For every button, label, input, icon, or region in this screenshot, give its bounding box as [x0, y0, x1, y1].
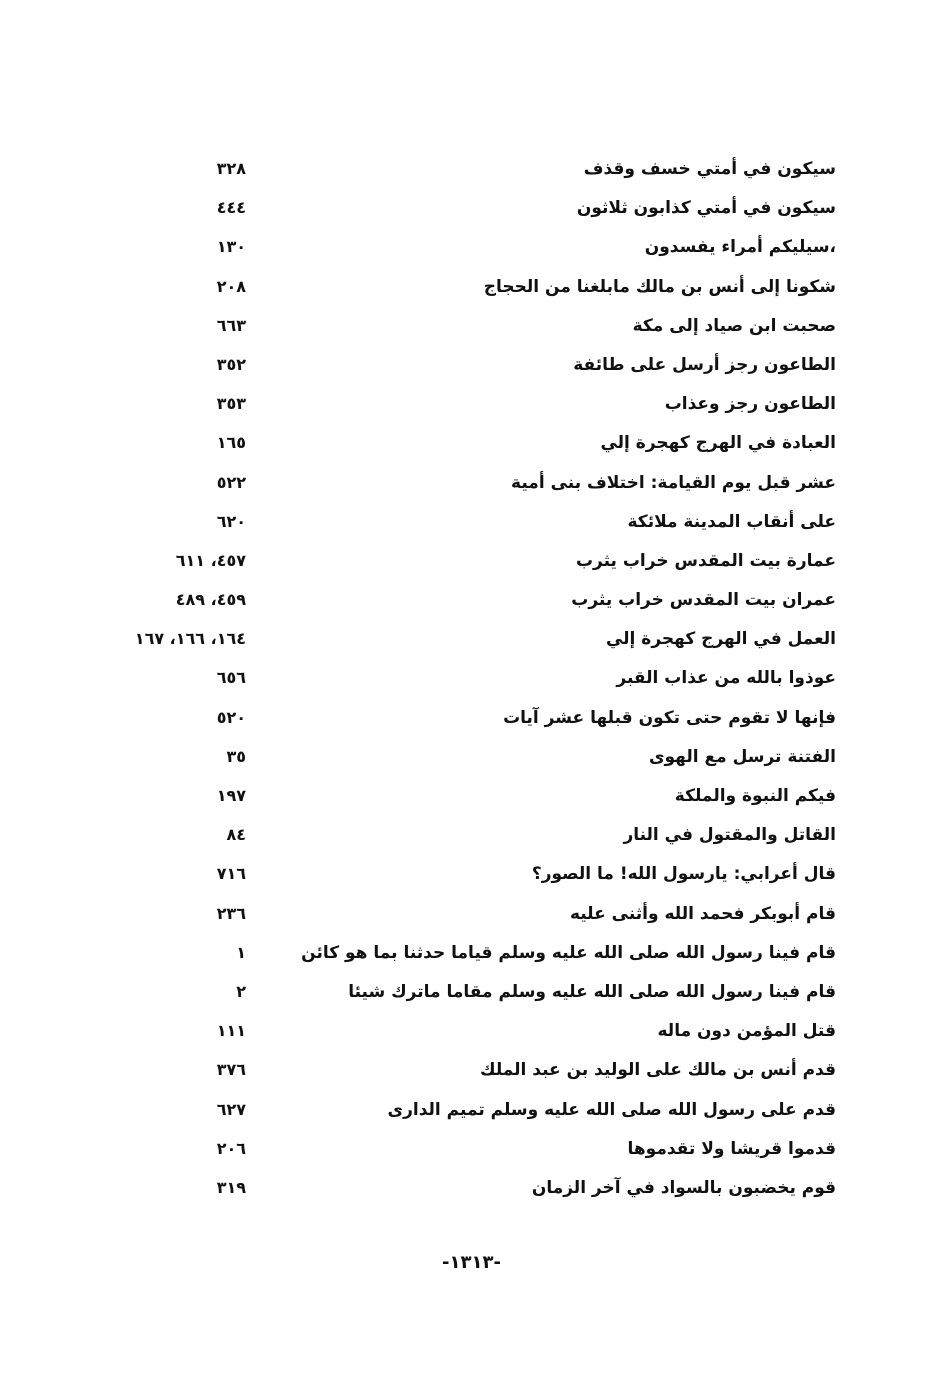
entry-text: قدم أنس بن مالك على الوليد بن عبد الملك [480, 1060, 836, 1081]
index-entry [0, 465, 943, 504]
index-entry [0, 1052, 943, 1091]
entry-text: سيكون في أمتي خسف وقذف [583, 159, 836, 179]
entry-text: قام أبوبكر فحمد الله وأثنى عليه [569, 903, 836, 924]
index-entry [0, 739, 943, 778]
entry-text: فإنها لا تقوم حتى تكون قبلها عشر آيات [503, 707, 836, 728]
entry-pages: ٥٢٠ [216, 707, 246, 727]
entry-text: عوذوا بالله من عذاب القبر [616, 668, 836, 689]
entry-pages: ١٣٠ [216, 237, 246, 257]
index-entry [0, 1170, 943, 1209]
index-entry [0, 190, 943, 229]
entry-pages: ٤٤٤ [216, 198, 246, 218]
entry-pages: ٢ [236, 981, 246, 1001]
entry-text: قام فينا رسول الله صلى الله عليه وسلم قياما حدثنا بما هو كائن [301, 942, 836, 963]
index-entry [0, 935, 943, 974]
entry-pages: ٣١٩ [216, 1177, 246, 1197]
index-entry [0, 1092, 943, 1131]
index-entry [0, 778, 943, 817]
entry-pages: ١٦٤، ١٦٦، ١٦٧ [134, 629, 246, 649]
entry-pages: ٢٠٦ [216, 1138, 246, 1158]
entry-pages: ٢٣٦ [216, 903, 246, 923]
index-entry [0, 386, 943, 425]
entry-pages: ٦٢٧ [216, 1099, 246, 1119]
entry-text: قتل المؤمن دون ماله [657, 1021, 836, 1042]
index-entry [0, 308, 943, 347]
entry-text: القاتل والمقتول في النار [623, 825, 836, 846]
entry-pages: ٣٢٨ [216, 159, 246, 178]
entry-pages: ٤٥٧، ٦١١ [175, 550, 246, 570]
entry-pages: ٤٥٩، ٤٨٩ [175, 590, 246, 610]
entry-pages: ٦٢٠ [216, 511, 246, 531]
entry-text: شكونا إلى أنس بن مالك مابلغنا من الحجاج [483, 276, 836, 297]
index-entry [0, 817, 943, 856]
entry-pages: ١ [236, 942, 246, 962]
entry-pages: ٦٥٦ [216, 668, 246, 688]
entry-pages: ٣٥٢ [216, 354, 246, 374]
index-entry [0, 896, 943, 935]
index-entry [0, 229, 943, 268]
entry-text: الطاعون رجز أرسل على طائفة [573, 354, 836, 375]
entry-pages: ٧١٦ [216, 864, 246, 884]
entry-pages: ٨٤ [226, 825, 246, 845]
index-entry [0, 1013, 943, 1052]
index-entry [0, 347, 943, 386]
index-entry [0, 974, 943, 1013]
entry-text: قدم على رسول الله صلى الله عليه وسلم تميم الدارى [387, 1099, 836, 1120]
entry-text: قدموا قريشا ولا تقدموها [627, 1138, 836, 1159]
entry-text: ،سيليكم أمراء يفسدون [644, 237, 836, 258]
entry-pages: ٦٦٣ [216, 315, 246, 335]
index-entry [0, 543, 943, 582]
entry-text: العمل في الهرج كهجرة إلي [605, 629, 836, 650]
entry-pages: ٣٧٦ [216, 1060, 246, 1080]
entry-pages: ٥٢٢ [216, 472, 246, 492]
entry-text: قال أعرابي: يارسول الله! ما الصور؟ [531, 864, 836, 885]
index-entry [0, 425, 943, 464]
entry-pages: ٢٠٨ [216, 276, 246, 296]
index-entry [0, 660, 943, 699]
entry-text: الفتنة ترسل مع الهوى [648, 746, 836, 767]
index-entry [0, 151, 943, 190]
index-entry [0, 269, 943, 308]
entry-text: على أنقاب المدينة ملائكة [627, 511, 836, 532]
index-entry [0, 856, 943, 895]
entry-text: عمران بيت المقدس خراب يثرب [571, 590, 836, 611]
entry-text: عشر قبل يوم القيامة: اختلاف بنى أمية [511, 472, 836, 493]
index-entry [0, 582, 943, 621]
entry-text: قام فينا رسول الله صلى الله عليه وسلم مقاما ماترك شيئا [348, 981, 836, 1002]
index-entry [0, 621, 943, 660]
entry-text: قوم يخضبون بالسواد في آخر الزمان [531, 1177, 836, 1198]
entry-text: صحبت ابن صياد إلى مكة [632, 315, 836, 336]
index-list [0, 151, 943, 1209]
entry-text: الطاعون رجز وعذاب [664, 394, 836, 415]
entry-pages: ١٩٧ [216, 786, 246, 805]
page-number: -١٣١٣- [442, 1252, 501, 1273]
entry-pages: ١١١ [216, 1021, 246, 1041]
entry-text: فيكم النبوة والملكة [674, 786, 836, 806]
entry-pages: ٣٥٣ [216, 394, 246, 414]
entry-text: عمارة بيت المقدس خراب يثرب [575, 550, 836, 571]
entry-text: سيكون في أمتي كذابون ثلاثون [576, 198, 836, 219]
index-entry [0, 1131, 943, 1170]
entry-text: العبادة في الهرج كهجرة إلي [600, 433, 836, 454]
index-entry [0, 504, 943, 543]
index-entry [0, 700, 943, 739]
entry-pages: ١٦٥ [216, 433, 246, 453]
entry-pages: ٣٥ [226, 746, 246, 766]
